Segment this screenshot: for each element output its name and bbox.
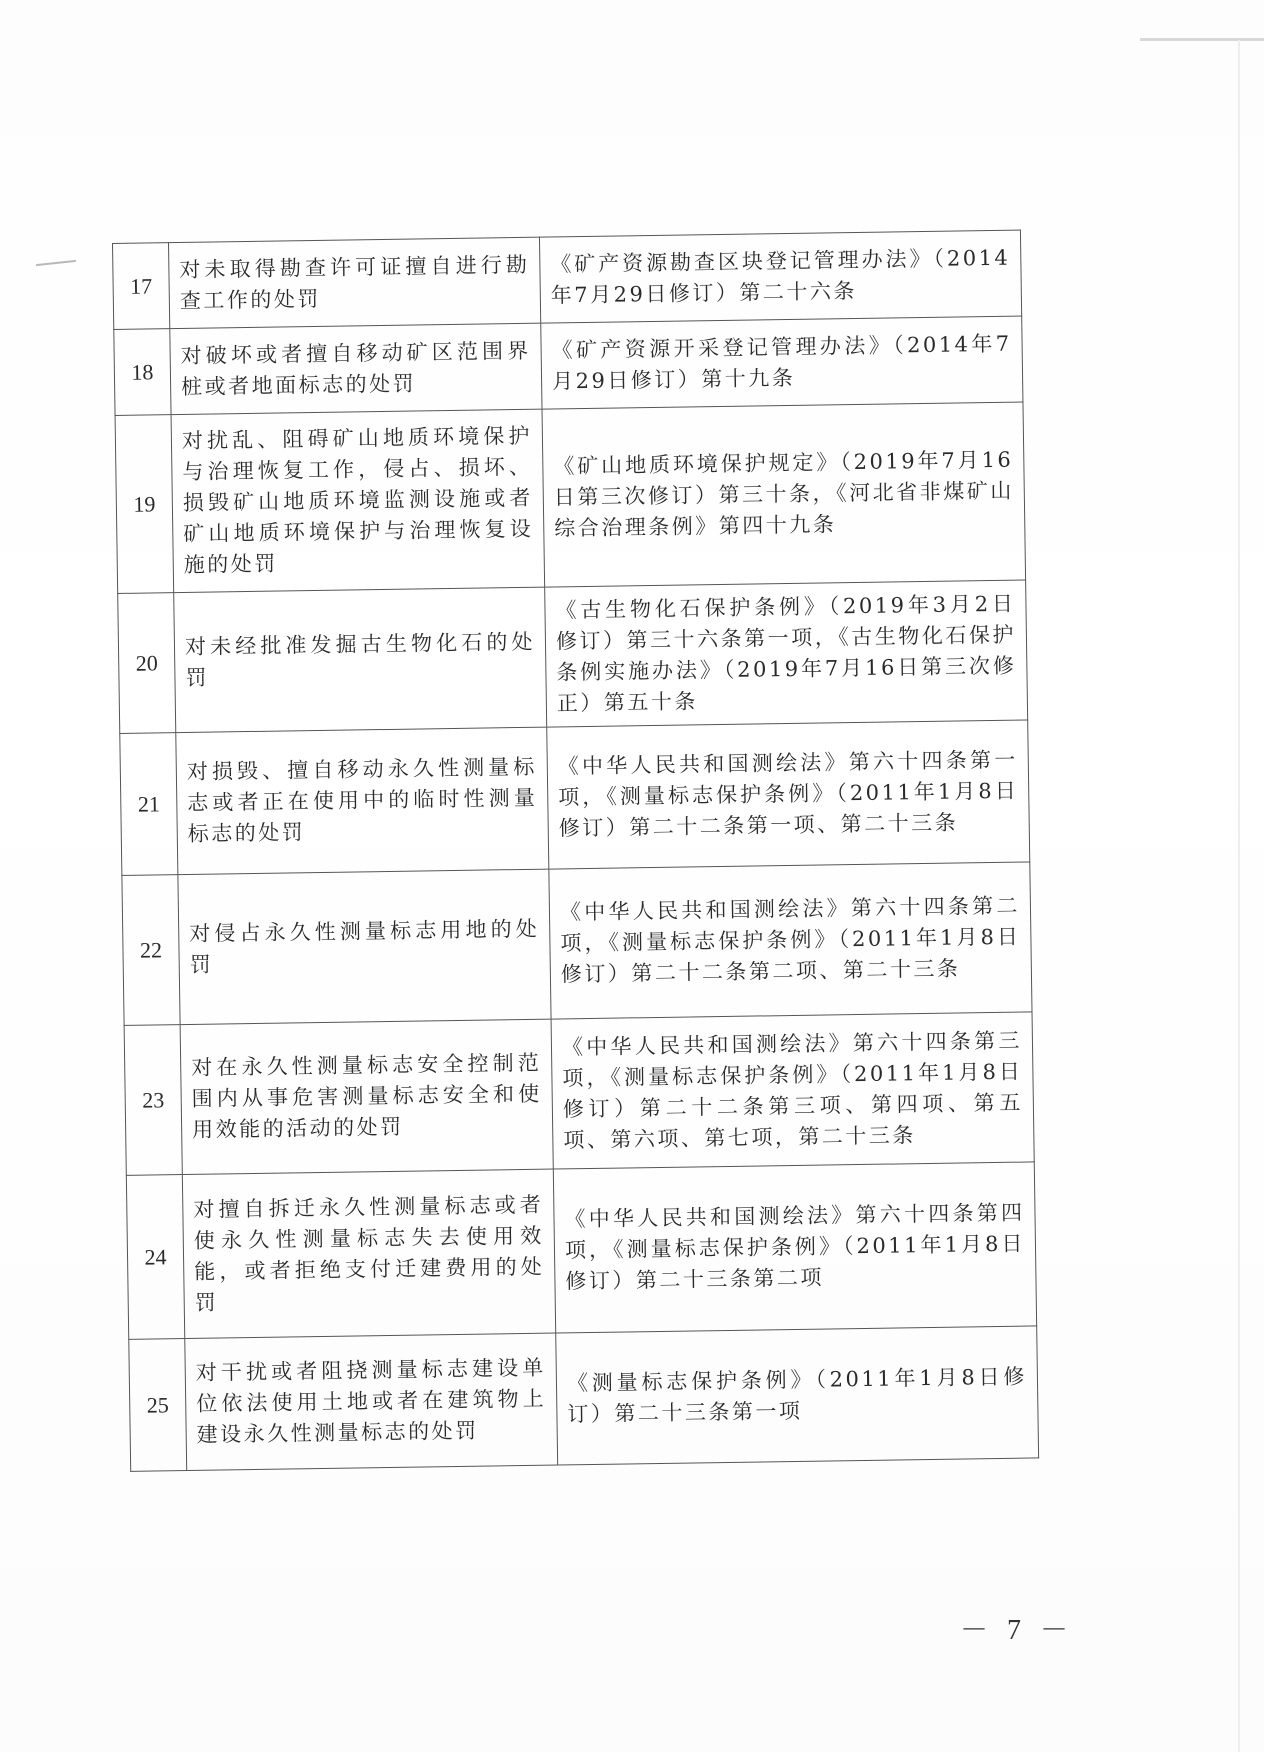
- penalty-item: 对扰乱、阻碍矿山地质环境保护与治理恢复工作，侵占、损坏、损毁矿山地质环境监测设施或者矿山地质环境保护与治理恢复设施的处罚: [171, 409, 545, 592]
- paper-edge-right: [1238, 40, 1240, 1752]
- table-row: [115, 402, 1026, 593]
- table-row: [122, 862, 1032, 1025]
- legal-basis: 《测量标志保护条例》（2011年1月8日修订）第二十三条第一项: [556, 1326, 1039, 1465]
- row-number: 21: [120, 733, 178, 876]
- table-row: [118, 580, 1028, 733]
- table-row: [114, 316, 1023, 415]
- row-number: 25: [129, 1339, 187, 1472]
- penalty-item: 对在永久性测量标志安全控制范围内从事危害测量标志安全和使用效能的活动的处罚: [180, 1019, 553, 1174]
- penalty-item: 对损毁、擅自移动永久性测量标志或者正在使用中的临时性测量标志的处罚: [176, 727, 549, 874]
- legal-basis: 《古生物化石保护条例》（2019年3月2日修订）第三十六条第一项，《古生物化石保护条例实施办法》（2019年7月16日第三次修正）第五十条: [545, 580, 1028, 727]
- row-number: 24: [126, 1175, 184, 1340]
- legal-basis: 《矿产资源勘查区块登记管理办法》（2014年7月29日修订）第二十六条: [539, 230, 1021, 323]
- row-number: 23: [124, 1025, 182, 1176]
- row-number: 17: [113, 243, 170, 330]
- table-row: [126, 1162, 1036, 1339]
- scan-mark: [36, 260, 76, 266]
- table-row: [124, 1012, 1034, 1175]
- legal-basis: 《中华人民共和国测绘法》第六十四条第二项，《测量标志保护条例》（2011年1月8日修订）第二十二条第二项、第二十三条: [549, 862, 1032, 1019]
- legal-basis: 《中华人民共和国测绘法》第六十四条第三项，《测量标志保护条例》（2011年1月8日修订）第二十二条第三项、第四项、第五项、第六项、第七项，第二十三条: [551, 1012, 1034, 1169]
- legal-basis: 《中华人民共和国测绘法》第六十四条第四项，《测量标志保护条例》（2011年1月8日修订）第二十三条第二项: [553, 1162, 1036, 1333]
- table-row: [120, 720, 1030, 875]
- paper-edge-top: [1140, 38, 1264, 41]
- legal-basis: 《中华人民共和国测绘法》第六十四条第一项，《测量标志保护条例》（2011年1月8日修订）第二十二条第一项、第二十三条: [547, 720, 1030, 869]
- page-number: － 7 －: [960, 1615, 1075, 1646]
- legal-basis: 《矿山地质环境保护规定》（2019年7月16日第三次修订）第三十条，《河北省非煤矿山综合治理条例》第四十九条: [542, 402, 1026, 587]
- penalty-item: 对破坏或者擅自移动矿区范围界桩或者地面标志的处罚: [170, 323, 542, 414]
- row-number: 18: [114, 329, 171, 416]
- row-number: 19: [115, 415, 174, 594]
- penalty-item: 对未经批准发掘古生物化石的处罚: [174, 587, 547, 732]
- table-row: [129, 1326, 1039, 1471]
- table-row: [113, 230, 1022, 329]
- legal-basis: 《矿产资源开采登记管理办法》（2014年7月29日修订）第十九条: [541, 316, 1023, 409]
- penalty-item: 对侵占永久性测量标志用地的处罚: [178, 869, 551, 1024]
- penalty-item: 对未取得勘查许可证擅自进行勘查工作的处罚: [169, 237, 541, 328]
- row-number: 20: [118, 593, 176, 734]
- penalty-table: [112, 230, 1039, 1472]
- row-number: 22: [122, 875, 180, 1026]
- penalty-item: 对干扰或者阻挠测量标志建设单位依法使用土地或者在建筑物上建设永久性测量标志的处罚: [185, 1333, 558, 1470]
- penalty-item: 对擅自拆迁永久性测量标志或者使永久性测量标志失去使用效能，或者拒绝支付迁建费用的处罚: [182, 1169, 555, 1338]
